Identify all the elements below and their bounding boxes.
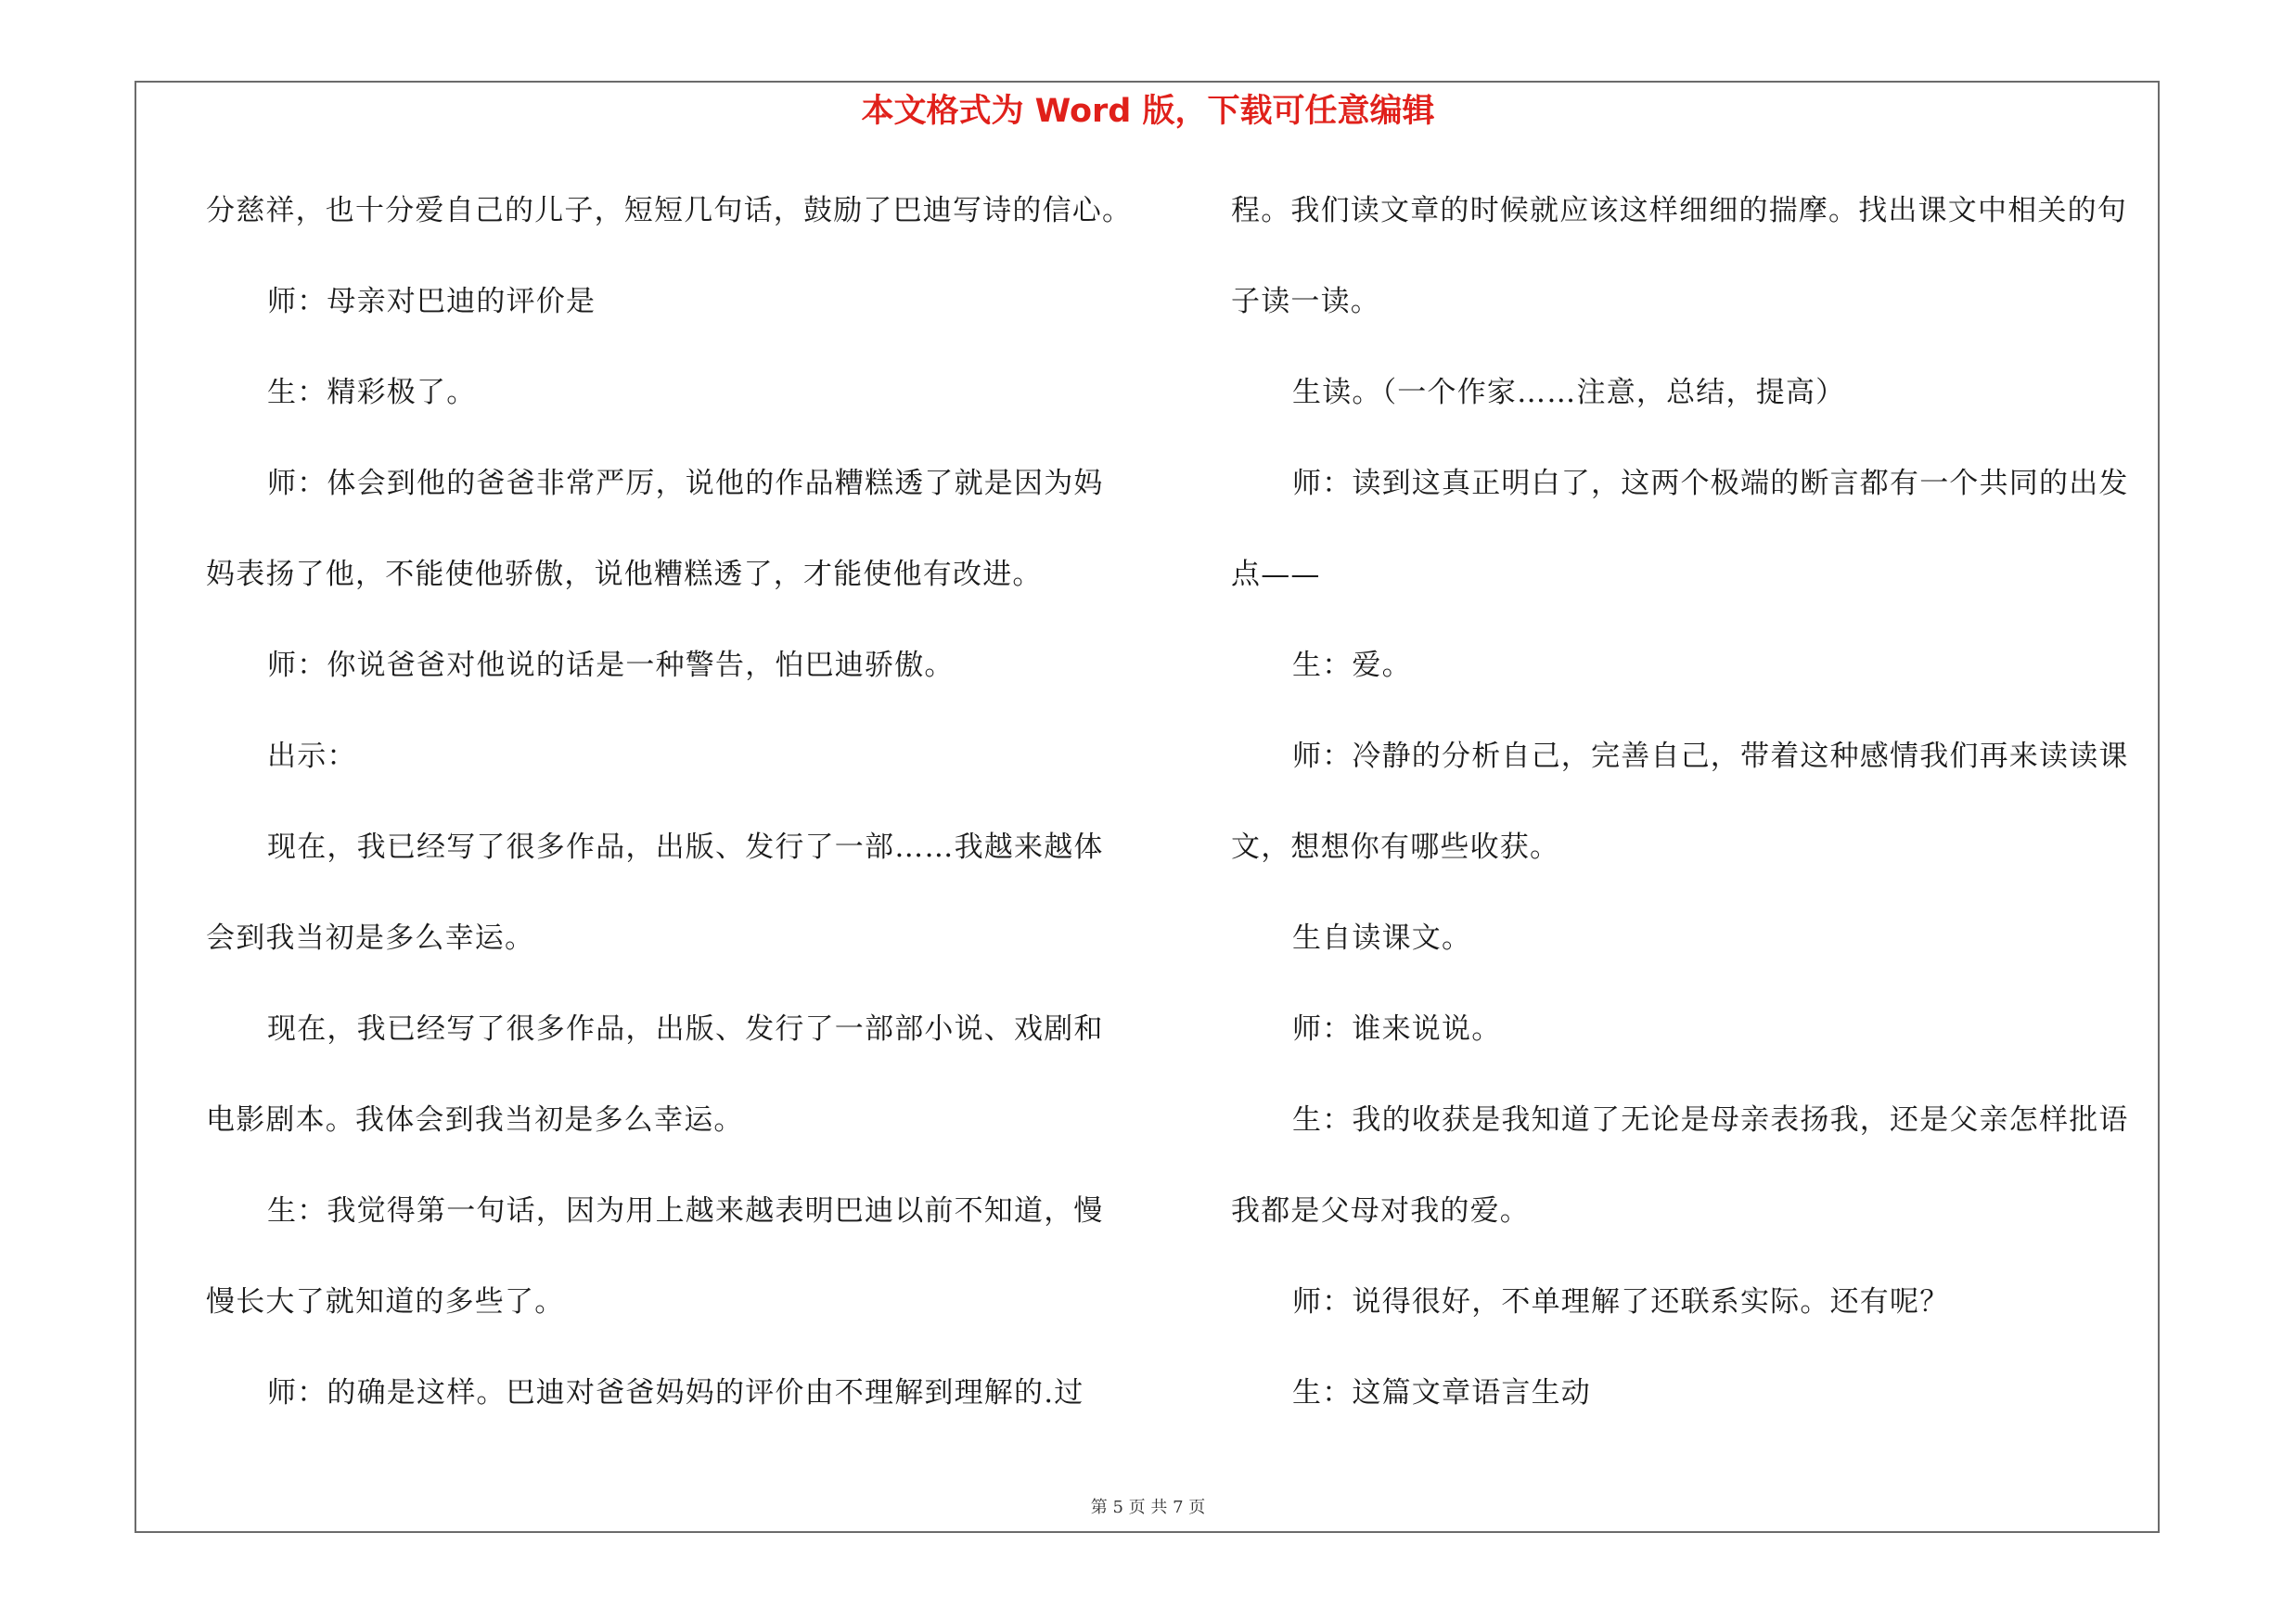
text-line: 师：读到这真正明白了，这两个极端的断言都有一个共同的出发 — [1292, 467, 2129, 500]
text-line: 师：母亲对巴迪的评价是 — [267, 285, 596, 318]
text-line: 出示： — [267, 740, 357, 773]
text-line: 电影剧本。我体会到我当初是多么幸运。 — [206, 1103, 744, 1137]
text-line: 程。我们读文章的时候就应该这样细细的揣摩。找出课文中相关的句 — [1231, 194, 2127, 227]
text-line: 妈表扬了他，不能使他骄傲，说他糟糕透了，才能使他有改进。 — [206, 558, 1043, 591]
left-text-column — [206, 182, 1134, 1455]
text-line: 现在，我已经写了很多作品，出版、发行了一部部小说、戏剧和 — [267, 1012, 1104, 1046]
text-line: 子读一读。 — [1231, 285, 1380, 318]
text-line: 师：说得很好，不单理解了还联系实际。还有呢？ — [1292, 1285, 1950, 1319]
text-line: 师：冷静的分析自己，完善自己，带着这种感情我们再来读读课 — [1292, 740, 2129, 773]
text-line: 生：爱。 — [1292, 649, 1412, 682]
text-line: 点—— — [1231, 558, 1321, 591]
text-line: 生：精彩极了。 — [267, 376, 477, 409]
text-line: 生：我觉得第一句话，因为用上越来越表明巴迪以前不知道，慢 — [267, 1194, 1104, 1228]
text-line: 师：的确是这样。巴迪对爸爸妈妈的评价由不理解到理解的.过 — [267, 1376, 1084, 1410]
text-line: 生：我的收获是我知道了无论是母亲表扬我，还是父亲怎样批语 — [1292, 1103, 2129, 1137]
header-banner: 本文格式为 Word 版，下载可任意编辑 — [861, 93, 1435, 130]
text-line: 师：你说爸爸对他说的话是一种警告，怕巴迪骄傲。 — [267, 649, 955, 682]
text-line: 师：体会到他的爸爸非常严厉，说他的作品糟糕透了就是因为妈 — [267, 467, 1104, 500]
text-line: 我都是父母对我的爱。 — [1231, 1194, 1530, 1228]
right-text-column — [1231, 182, 2159, 1455]
text-line: 会到我当初是多么幸运。 — [206, 921, 535, 955]
text-line: 师：谁来说说。 — [1292, 1012, 1502, 1046]
page-number-footer: 第 5 页 共 7 页 — [1090, 1498, 1206, 1517]
text-line: 生：这篇文章语言生动 — [1292, 1376, 1591, 1410]
text-line: 分慈祥，也十分爱自己的儿子，短短几句话，鼓励了巴迪写诗的信心。 — [206, 194, 1133, 227]
text-line: 生自读课文。 — [1292, 921, 1472, 955]
text-line: 慢长大了就知道的多些了。 — [206, 1285, 565, 1319]
text-line: 现在，我已经写了很多作品，出版、发行了一部……我越来越体 — [267, 831, 1104, 864]
text-line: 文，想想你有哪些收获。 — [1231, 831, 1560, 864]
text-line: 生读。（一个作家……注意，总结，提高） — [1292, 376, 1846, 409]
